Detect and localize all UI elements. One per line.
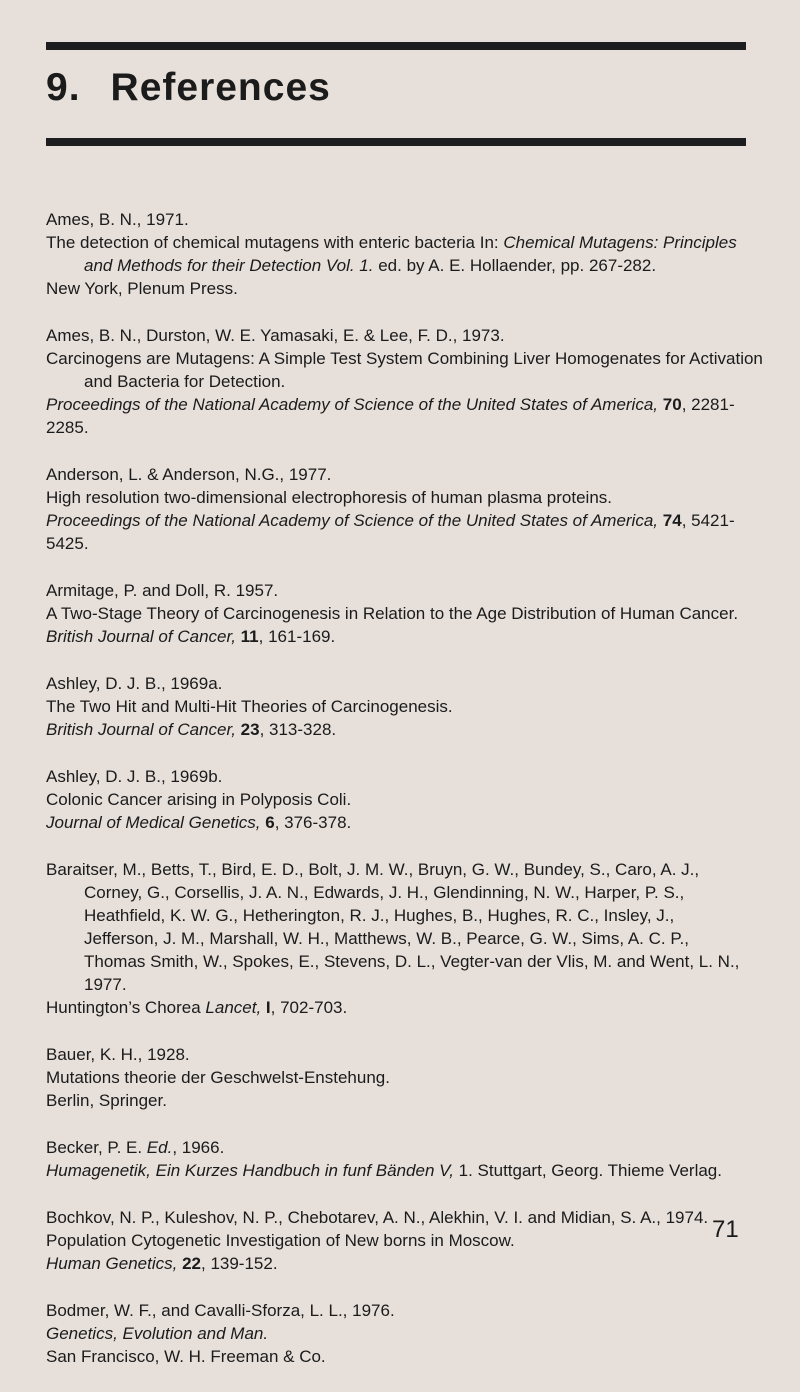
ref-pages: , 376-378.: [274, 813, 352, 832]
ref-journal: British Journal of Cancer,: [46, 720, 236, 739]
reference-entry: [46, 579, 776, 648]
ref-authors-cont: Jefferson, J. M., Marshall, W. H., Matthews, W. B., Pearce, G. W., Sims, A. C. P.,: [84, 929, 689, 948]
ref-volume: 6: [265, 813, 275, 832]
ref-book-title-cont: and Methods for their Detection Vol. 1.: [84, 256, 374, 275]
ref-citation: [46, 509, 776, 555]
ref-title-line: [46, 231, 776, 254]
top-rule: [46, 42, 746, 50]
ref-authors: Anderson, L. & Anderson, N.G., 1977.: [46, 465, 332, 484]
ref-authors: Ames, B. N., Durston, W. E. Yamasaki, E. & Lee, F. D., 1973.: [46, 326, 505, 345]
section-heading: [46, 68, 331, 107]
ref-authors: [46, 1136, 776, 1159]
ref-pages: , 5421-5425.: [46, 511, 735, 553]
reference-entry: [46, 1043, 776, 1112]
ref-volume: 74: [662, 511, 682, 530]
reference-list: [46, 208, 776, 1392]
ref-citation: [46, 1252, 776, 1275]
ref-editor-mark: Ed.: [146, 1138, 173, 1157]
ref-authors: Armitage, P. and Doll, R. 1957.: [46, 581, 279, 600]
ref-volume: I: [265, 998, 271, 1017]
ref-authors-cont: Heathfield, K. W. G., Hetherington, R. J., Hughes, B., Hughes, R. C., Insley, J.,: [84, 906, 675, 925]
ref-book-title: Chemical Mutagens: Principles: [503, 233, 737, 252]
bottom-rule: [46, 138, 746, 146]
section-title: References: [110, 66, 331, 109]
ref-authors: Baraitser, M., Betts, T., Bird, E. D., Bolt, J. M. W., Bruyn, G. W., Bundey, S., Caro, A. J.,: [46, 860, 700, 879]
ref-editor-pages: ed. by A. E. Hollaender, pp. 267-282.: [373, 256, 657, 275]
ref-author-name: Becker, P. E.: [46, 1138, 147, 1157]
ref-authors-cont: Thomas Smith, W., Spokes, E., Stevens, D. L., Vegter-van der Vlis, M. and Went, L. N.,: [84, 952, 740, 971]
ref-journal: British Journal of Cancer,: [46, 627, 236, 646]
ref-pages: , 702-703.: [270, 998, 348, 1017]
ref-title: Mutations theorie der Geschwelst-Enstehung.: [46, 1068, 390, 1087]
ref-title: Population Cytogenetic Investigation of New borns in Moscow.: [46, 1231, 515, 1250]
ref-title: Huntington’s Chorea: [46, 998, 206, 1017]
reference-entry: [46, 858, 776, 1019]
ref-pages: , 161-169.: [258, 627, 336, 646]
reference-entry: [46, 672, 776, 741]
ref-citation: [46, 718, 776, 741]
ref-authors: Ames, B. N., 1971.: [46, 210, 189, 229]
reference-entry: [46, 1206, 776, 1275]
ref-year: 1977.: [84, 975, 127, 994]
ref-volume: 22: [182, 1254, 201, 1273]
ref-journal: Lancet,: [205, 998, 262, 1017]
ref-citation: [46, 811, 776, 834]
ref-volume: 23: [240, 720, 260, 739]
ref-publisher: San Francisco, W. H. Freeman & Co.: [46, 1347, 326, 1366]
ref-continuation: [46, 254, 776, 277]
reference-entry: [46, 765, 776, 834]
reference-entry: [46, 324, 776, 439]
ref-citation: [46, 996, 776, 1019]
ref-title: The Two Hit and Multi-Hit Theories of Carcinogenesis.: [46, 697, 453, 716]
ref-authors: Bauer, K. H., 1928.: [46, 1045, 190, 1064]
ref-year: , 1966.: [172, 1138, 225, 1157]
ref-book-title: Humagenetik, Ein Kurzes Handbuch in funf Bänden V,: [46, 1161, 454, 1180]
ref-authors: Ashley, D. J. B., 1969a.: [46, 674, 223, 693]
reference-entry: [46, 208, 776, 300]
reference-entry: [46, 463, 776, 555]
page-number: 71: [712, 1216, 739, 1243]
ref-authors: Bochkov, N. P., Kuleshov, N. P., Chebotarev, A. N., Alekhin, V. I. and Midian, S. A., 1974.: [46, 1208, 709, 1227]
ref-title: Carcinogens are Mutagens: A Simple Test System Combining Liver Homogenates for Activation: [46, 349, 763, 368]
ref-pages: , 139-152.: [201, 1254, 278, 1273]
reference-entry: [46, 1299, 776, 1368]
ref-title: High resolution two-dimensional electrophoresis of human plasma proteins.: [46, 488, 613, 507]
ref-book-title: Genetics, Evolution and Man.: [46, 1324, 269, 1343]
ref-title: A Two-Stage Theory of Carcinogenesis in Relation to the Age Distribution of Human Cancer.: [46, 604, 739, 623]
ref-pages: , 2281-2285.: [46, 395, 735, 437]
ref-title-line: [46, 1159, 776, 1182]
ref-publisher: Berlin, Springer.: [46, 1091, 167, 1110]
ref-title-cont: and Bacteria for Detection.: [84, 372, 286, 391]
ref-authors-cont: Corney, G., Corsellis, J. A. N., Edwards, J. H., Glendinning, N. W., Harper, P. S.,: [84, 883, 685, 902]
ref-volume: 11: [240, 627, 259, 646]
ref-publisher: 1. Stuttgart, Georg. Thieme Verlag.: [453, 1161, 722, 1180]
ref-authors: Ashley, D. J. B., 1969b.: [46, 767, 223, 786]
ref-title-text: The detection of chemical mutagens with enteric bacteria In:: [46, 233, 504, 252]
ref-journal: Proceedings of the National Academy of Science of the United States of America,: [46, 395, 659, 414]
ref-journal: Human Genetics,: [46, 1254, 178, 1273]
ref-citation: [46, 393, 776, 439]
reference-entry: [46, 1136, 776, 1182]
ref-journal: Proceedings of the National Academy of Science of the United States of America,: [46, 511, 659, 530]
ref-citation: [46, 625, 776, 648]
ref-pages: , 313-328.: [259, 720, 337, 739]
section-number: 9.: [46, 66, 81, 109]
ref-title: Colonic Cancer arising in Polyposis Coli.: [46, 790, 352, 809]
ref-journal: Journal of Medical Genetics,: [46, 813, 261, 832]
ref-volume: 70: [662, 395, 682, 414]
ref-authors: Bodmer, W. F., and Cavalli-Sforza, L. L., 1976.: [46, 1301, 395, 1320]
ref-publisher: New York, Plenum Press.: [46, 279, 238, 298]
